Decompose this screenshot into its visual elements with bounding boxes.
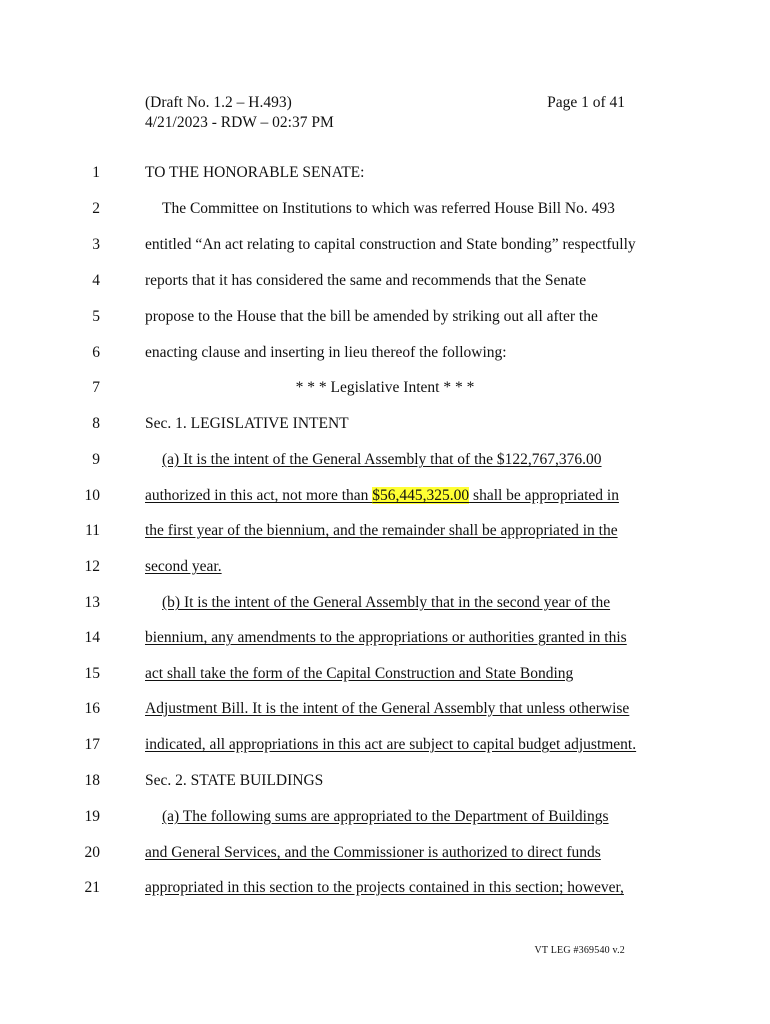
- line-number: 7: [92, 379, 100, 396]
- line-11: [0, 520, 770, 542]
- line-text: The Committee on Institutions to which was referred House Bill No. 493: [162, 200, 615, 217]
- header-left: [145, 93, 334, 133]
- line-3: [0, 234, 770, 256]
- line-16: [0, 698, 770, 720]
- line-number: 18: [84, 772, 100, 789]
- line-number: 13: [84, 594, 100, 611]
- line-number: 2: [92, 200, 100, 217]
- line-14: [0, 627, 770, 649]
- line-number: 16: [84, 700, 100, 717]
- section-heading: Sec. 2. STATE BUILDINGS: [145, 772, 324, 789]
- line-5: [0, 306, 770, 328]
- line-9: [0, 449, 770, 471]
- line-number: 3: [92, 236, 100, 253]
- section-divider: * * * Legislative Intent * * *: [295, 379, 475, 396]
- line-number: 19: [84, 808, 100, 825]
- line-12: [0, 556, 770, 578]
- line-number: 9: [92, 451, 100, 468]
- line-18: [0, 770, 770, 792]
- line-10: [0, 485, 770, 507]
- line-number: 6: [92, 344, 100, 361]
- line-text: [145, 485, 619, 507]
- line-text: reports that it has considered the same and recommends that the Senate: [145, 272, 587, 289]
- line-1: [0, 162, 770, 184]
- line-text: and General Services, and the Commissioner is authorized to direct funds: [145, 844, 601, 861]
- line-7: [0, 377, 770, 399]
- line-text: propose to the House that the bill be amended by striking out all after the: [145, 308, 598, 325]
- date-line: 4/21/2023 - RDW – 02:37 PM: [145, 114, 334, 131]
- line-20: [0, 842, 770, 864]
- text-after: shall be appropriated in: [469, 487, 619, 504]
- line-4: [0, 270, 770, 292]
- line-text: biennium, any amendments to the appropriations or authorities granted in this: [145, 629, 627, 646]
- document-id: VT LEG #369540 v.2: [534, 945, 625, 956]
- line-text: (a) The following sums are appropriated to the Department of Buildings: [162, 808, 609, 825]
- line-number: 20: [84, 844, 100, 861]
- line-text: the first year of the biennium, and the remainder shall be appropriated in the: [145, 522, 618, 539]
- line-number: 1: [92, 164, 100, 181]
- line-text: second year.: [145, 558, 222, 575]
- line-text: act shall take the form of the Capital Construction and State Bonding: [145, 665, 574, 682]
- page-number: Page 1 of 41: [547, 94, 625, 111]
- line-text: indicated, all appropriations in this act are subject to capital budget adjustment.: [145, 736, 637, 753]
- line-text: entitled “An act relating to capital construction and State bonding” respectfully: [145, 236, 636, 253]
- line-number: 5: [92, 308, 100, 325]
- line-text: Adjustment Bill. It is the intent of the General Assembly that unless otherwise: [145, 700, 630, 717]
- line-text: enacting clause and inserting in lieu thereof the following:: [145, 344, 507, 361]
- line-text: appropriated in this section to the projects contained in this section; however,: [145, 879, 624, 896]
- line-number: 14: [84, 629, 100, 646]
- line-15: [0, 663, 770, 685]
- line-number: 10: [84, 487, 100, 504]
- draft-label: (Draft No. 1.2 – H.493): [145, 94, 292, 111]
- line-21: [0, 877, 770, 899]
- line-2: [0, 198, 770, 220]
- line-19: [0, 806, 770, 828]
- highlighted-amount: $56,445,325.00: [372, 487, 470, 504]
- line-text: (a) It is the intent of the General Assembly that of the $122,767,376.00: [162, 451, 602, 468]
- line-13: [0, 592, 770, 614]
- line-number: 12: [84, 558, 100, 575]
- line-number: 4: [92, 272, 100, 289]
- line-6: [0, 342, 770, 364]
- line-number: 11: [85, 522, 100, 539]
- line-number: 17: [84, 736, 100, 753]
- line-number: 21: [84, 879, 100, 896]
- line-8: [0, 413, 770, 435]
- text-before: authorized in this act, not more than: [145, 487, 373, 504]
- line-text: TO THE HONORABLE SENATE:: [145, 164, 365, 181]
- section-heading: Sec. 1. LEGISLATIVE INTENT: [145, 415, 349, 432]
- line-number: 8: [92, 415, 100, 432]
- line-17: [0, 734, 770, 756]
- line-text: (b) It is the intent of the General Assembly that in the second year of the: [162, 594, 611, 611]
- line-number: 15: [84, 665, 100, 682]
